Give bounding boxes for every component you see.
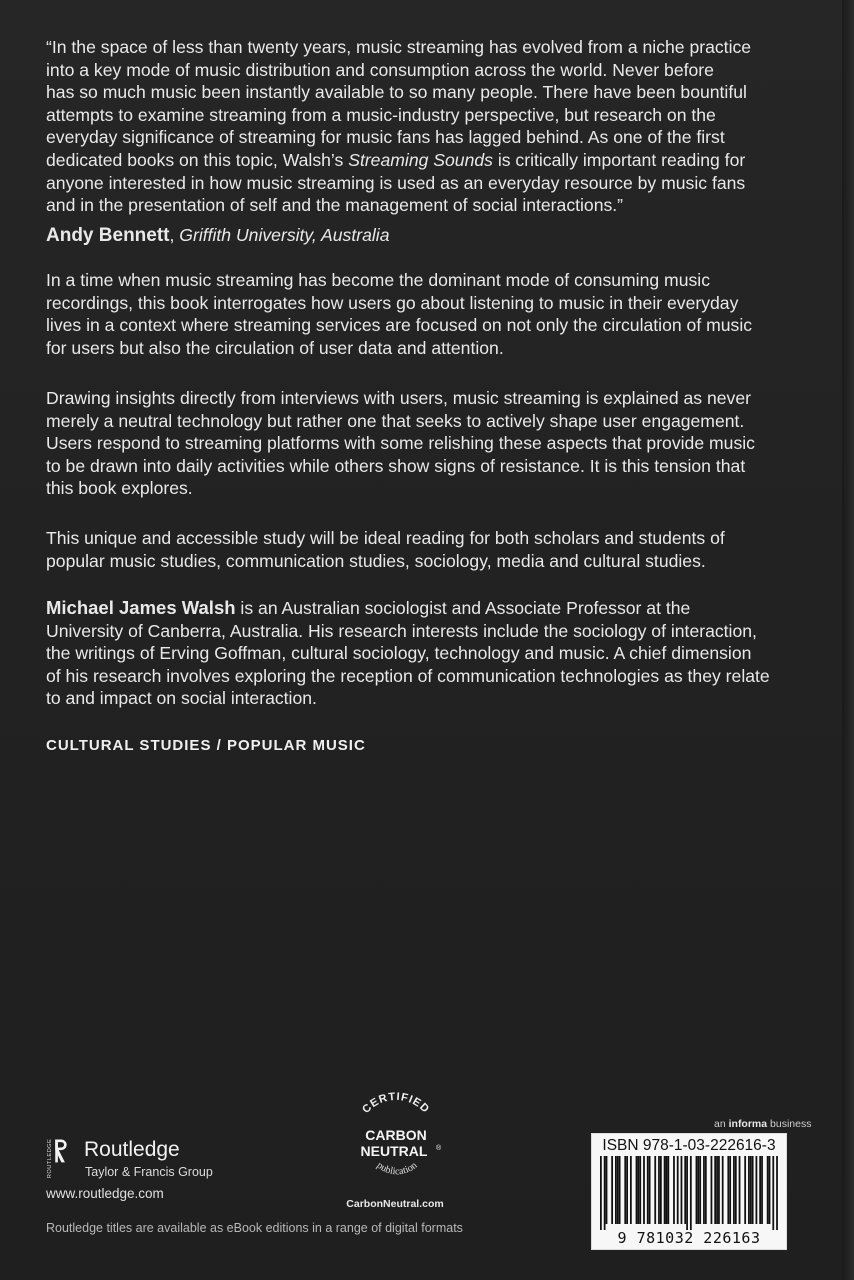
barcode-bar (748, 1156, 750, 1224)
barcode-bar (643, 1156, 645, 1224)
spine-edge (842, 0, 854, 1280)
paragraph-line: popular music studies, communication studies, sociology, media and cultural studies. (46, 550, 706, 571)
certified-text: CERTIFIED (360, 1090, 432, 1116)
author-bio (46, 597, 798, 710)
barcode-bar (666, 1156, 668, 1224)
barcode-bar (649, 1156, 651, 1224)
barcode-bar (759, 1156, 761, 1224)
quote-line: anyone interested in how music streaming is used as an everyday resource by music fans (46, 172, 746, 193)
barcode-bar (776, 1156, 778, 1230)
barcode-bar (744, 1156, 746, 1224)
description-paragraph-1 (46, 269, 798, 359)
isbn-barcode-box (591, 1133, 787, 1250)
barcode-bar (636, 1156, 638, 1224)
bio-text: is an Australian sociologist and Associate Professor at the (235, 598, 691, 618)
endorser-affiliation: Griffith University, Australia (179, 225, 390, 245)
barcode-bar (756, 1156, 758, 1224)
barcode-bar (767, 1156, 769, 1224)
publisher-name: Routledge (84, 1138, 180, 1161)
barcode-bar (769, 1156, 771, 1224)
barcode-bar (681, 1156, 683, 1224)
book-title-italic: Streaming Sounds (348, 149, 493, 170)
barcode-bar (729, 1156, 731, 1224)
barcode-bar (667, 1156, 669, 1224)
carbon-text: CARBON (365, 1127, 427, 1143)
barcode-bar (735, 1156, 737, 1224)
endorser-name: Andy Bennett (46, 225, 170, 246)
barcode-bar (639, 1156, 641, 1224)
barcode-bar (733, 1156, 735, 1224)
routledge-logo-mark (44, 1136, 70, 1180)
paragraph-line: In a time when music streaming has become the dominant mode of consuming music (46, 270, 710, 290)
quote-line: into a key mode of music distribution and consumption across the world. Never before (46, 59, 714, 80)
author-name: Michael James Walsh (46, 597, 236, 618)
isbn-label: ISBN 978-1-03-222616-3 (602, 1137, 776, 1154)
barcode-bar (615, 1156, 617, 1224)
barcode-bar (699, 1156, 701, 1224)
description-paragraph-2 (46, 387, 798, 500)
barcode-bar (617, 1156, 619, 1224)
barcode-bar (606, 1156, 608, 1224)
carbon-neutral-logo (330, 1090, 460, 1195)
carbon-neutral-url[interactable]: CarbonNeutral.com (346, 1198, 444, 1210)
paragraph-line: recordings, this book interrogates how users go about listening to music in their everyday (46, 292, 739, 313)
paragraph-line: to be drawn into daily activities while others show signs of resistance. It is this tension that (46, 455, 746, 476)
informa-brand: informa (728, 1118, 768, 1130)
quote-line: “In the space of less than twenty years, music streaming has evolved from a niche practice (46, 37, 752, 57)
paragraph-line: lives in a context where streaming services are focused on not only the circulation of music (46, 315, 753, 336)
svg-text:CERTIFIED (360, 1091, 432, 1116)
barcode-bar (752, 1156, 754, 1224)
carbon-neutral-badge (330, 1090, 460, 1210)
barcode-bar (703, 1156, 705, 1224)
barcode-bar (761, 1156, 763, 1224)
barcode-bar (664, 1156, 666, 1224)
bio-line: to and impact on social interaction. (46, 688, 317, 709)
barcode-bar (711, 1156, 713, 1224)
attribution-separator: , (169, 225, 180, 245)
quote-line: everyday significance of streaming for music fans has lagged behind. As one of the first (46, 127, 725, 148)
barcode (600, 1156, 778, 1230)
bio-line: of his research involves exploring the reception of communication technologies as they relate (46, 665, 770, 686)
barcode-bar (658, 1156, 660, 1224)
barcode-bar (637, 1156, 639, 1224)
barcode-bar (619, 1156, 621, 1224)
paragraph-line: for users but also the circulation of user data and attention. (46, 337, 504, 358)
barcode-bar (630, 1156, 632, 1224)
barcode-bar (705, 1156, 707, 1224)
barcode-bar (697, 1156, 699, 1224)
informa-prefix: an (714, 1118, 729, 1130)
paragraph-line: Drawing insights directly from interviews with users, music streaming is explained as never (46, 388, 751, 408)
barcode-bar (722, 1156, 724, 1224)
paragraph-line: merely a neutral technology but rather one that seeks to actively shape user engagement. (46, 410, 745, 431)
ebook-note: Routledge titles are available as eBook editions in a range of digital formats (46, 1221, 463, 1235)
barcode-bar (690, 1156, 692, 1230)
barcode-bar (600, 1156, 602, 1230)
bio-line (46, 597, 798, 620)
paragraph-line: This unique and accessible study will be ideal reading for both scholars and students of (46, 528, 725, 548)
barcode-bar (660, 1156, 662, 1224)
barcode-bar (624, 1156, 626, 1224)
quote-line: attempts to examine streaming from a music-industry perspective, but research on the (46, 104, 716, 125)
barcode-bar (611, 1156, 613, 1224)
barcode-bar (626, 1156, 628, 1224)
barcode-bar (677, 1156, 679, 1224)
barcode-bar (718, 1156, 720, 1224)
publisher-url[interactable]: www.routledge.com (46, 1186, 164, 1201)
neutral-text: NEUTRAL (360, 1143, 428, 1159)
bio-line: University of Canberra, Australia. His research interests include the sociology of interaction, (46, 620, 757, 641)
paragraph-line: Users respond to streaming platforms with some relishing these aspects that provide music (46, 433, 755, 454)
endorsement-quote (46, 36, 798, 217)
barcode-bar (654, 1156, 656, 1224)
quote-line: and in the presentation of self and the management of social interactions.” (46, 195, 624, 216)
registered-mark: ® (436, 1145, 442, 1152)
barcode-bar (604, 1156, 606, 1230)
barcode-bar (772, 1156, 774, 1230)
barcode-bar (739, 1156, 741, 1224)
barcode-bar (714, 1156, 716, 1224)
quote-attribution (46, 224, 798, 248)
description-paragraph-3 (46, 527, 798, 572)
quote-text: is critically important reading for (492, 149, 746, 170)
barcode-bar (686, 1156, 688, 1230)
barcode-bar (716, 1156, 718, 1224)
bio-line: the writings of Erving Goffman, cultural sociology, technology and music. A chief dimension (46, 643, 752, 664)
paragraph-line: this book explores. (46, 478, 193, 499)
subject-category: CULTURAL STUDIES / POPULAR MUSIC (46, 737, 366, 754)
barcode-bar (684, 1156, 686, 1224)
quote-line (46, 149, 798, 172)
barcode-digits: 9 781032 226163 (617, 1229, 761, 1247)
barcode-bar (696, 1156, 698, 1224)
routledge-vertical-text: ROUTLEDGE (46, 1138, 53, 1179)
quote-line: has so much music been instantly available to so many people. There have been bountiful (46, 82, 747, 103)
quote-text: dedicated books on this topic, Walsh’s (46, 149, 349, 170)
publication-text: publication (374, 1160, 420, 1178)
barcode-bar (647, 1156, 649, 1224)
barcode-bar (750, 1156, 752, 1224)
svg-text:publication (375, 1160, 420, 1177)
informa-tagline (714, 1118, 811, 1130)
barcode-bar (673, 1156, 675, 1224)
informa-suffix: business (767, 1118, 812, 1130)
publisher-group: Taylor & Francis Group (85, 1165, 213, 1179)
barcode-bar (727, 1156, 729, 1224)
